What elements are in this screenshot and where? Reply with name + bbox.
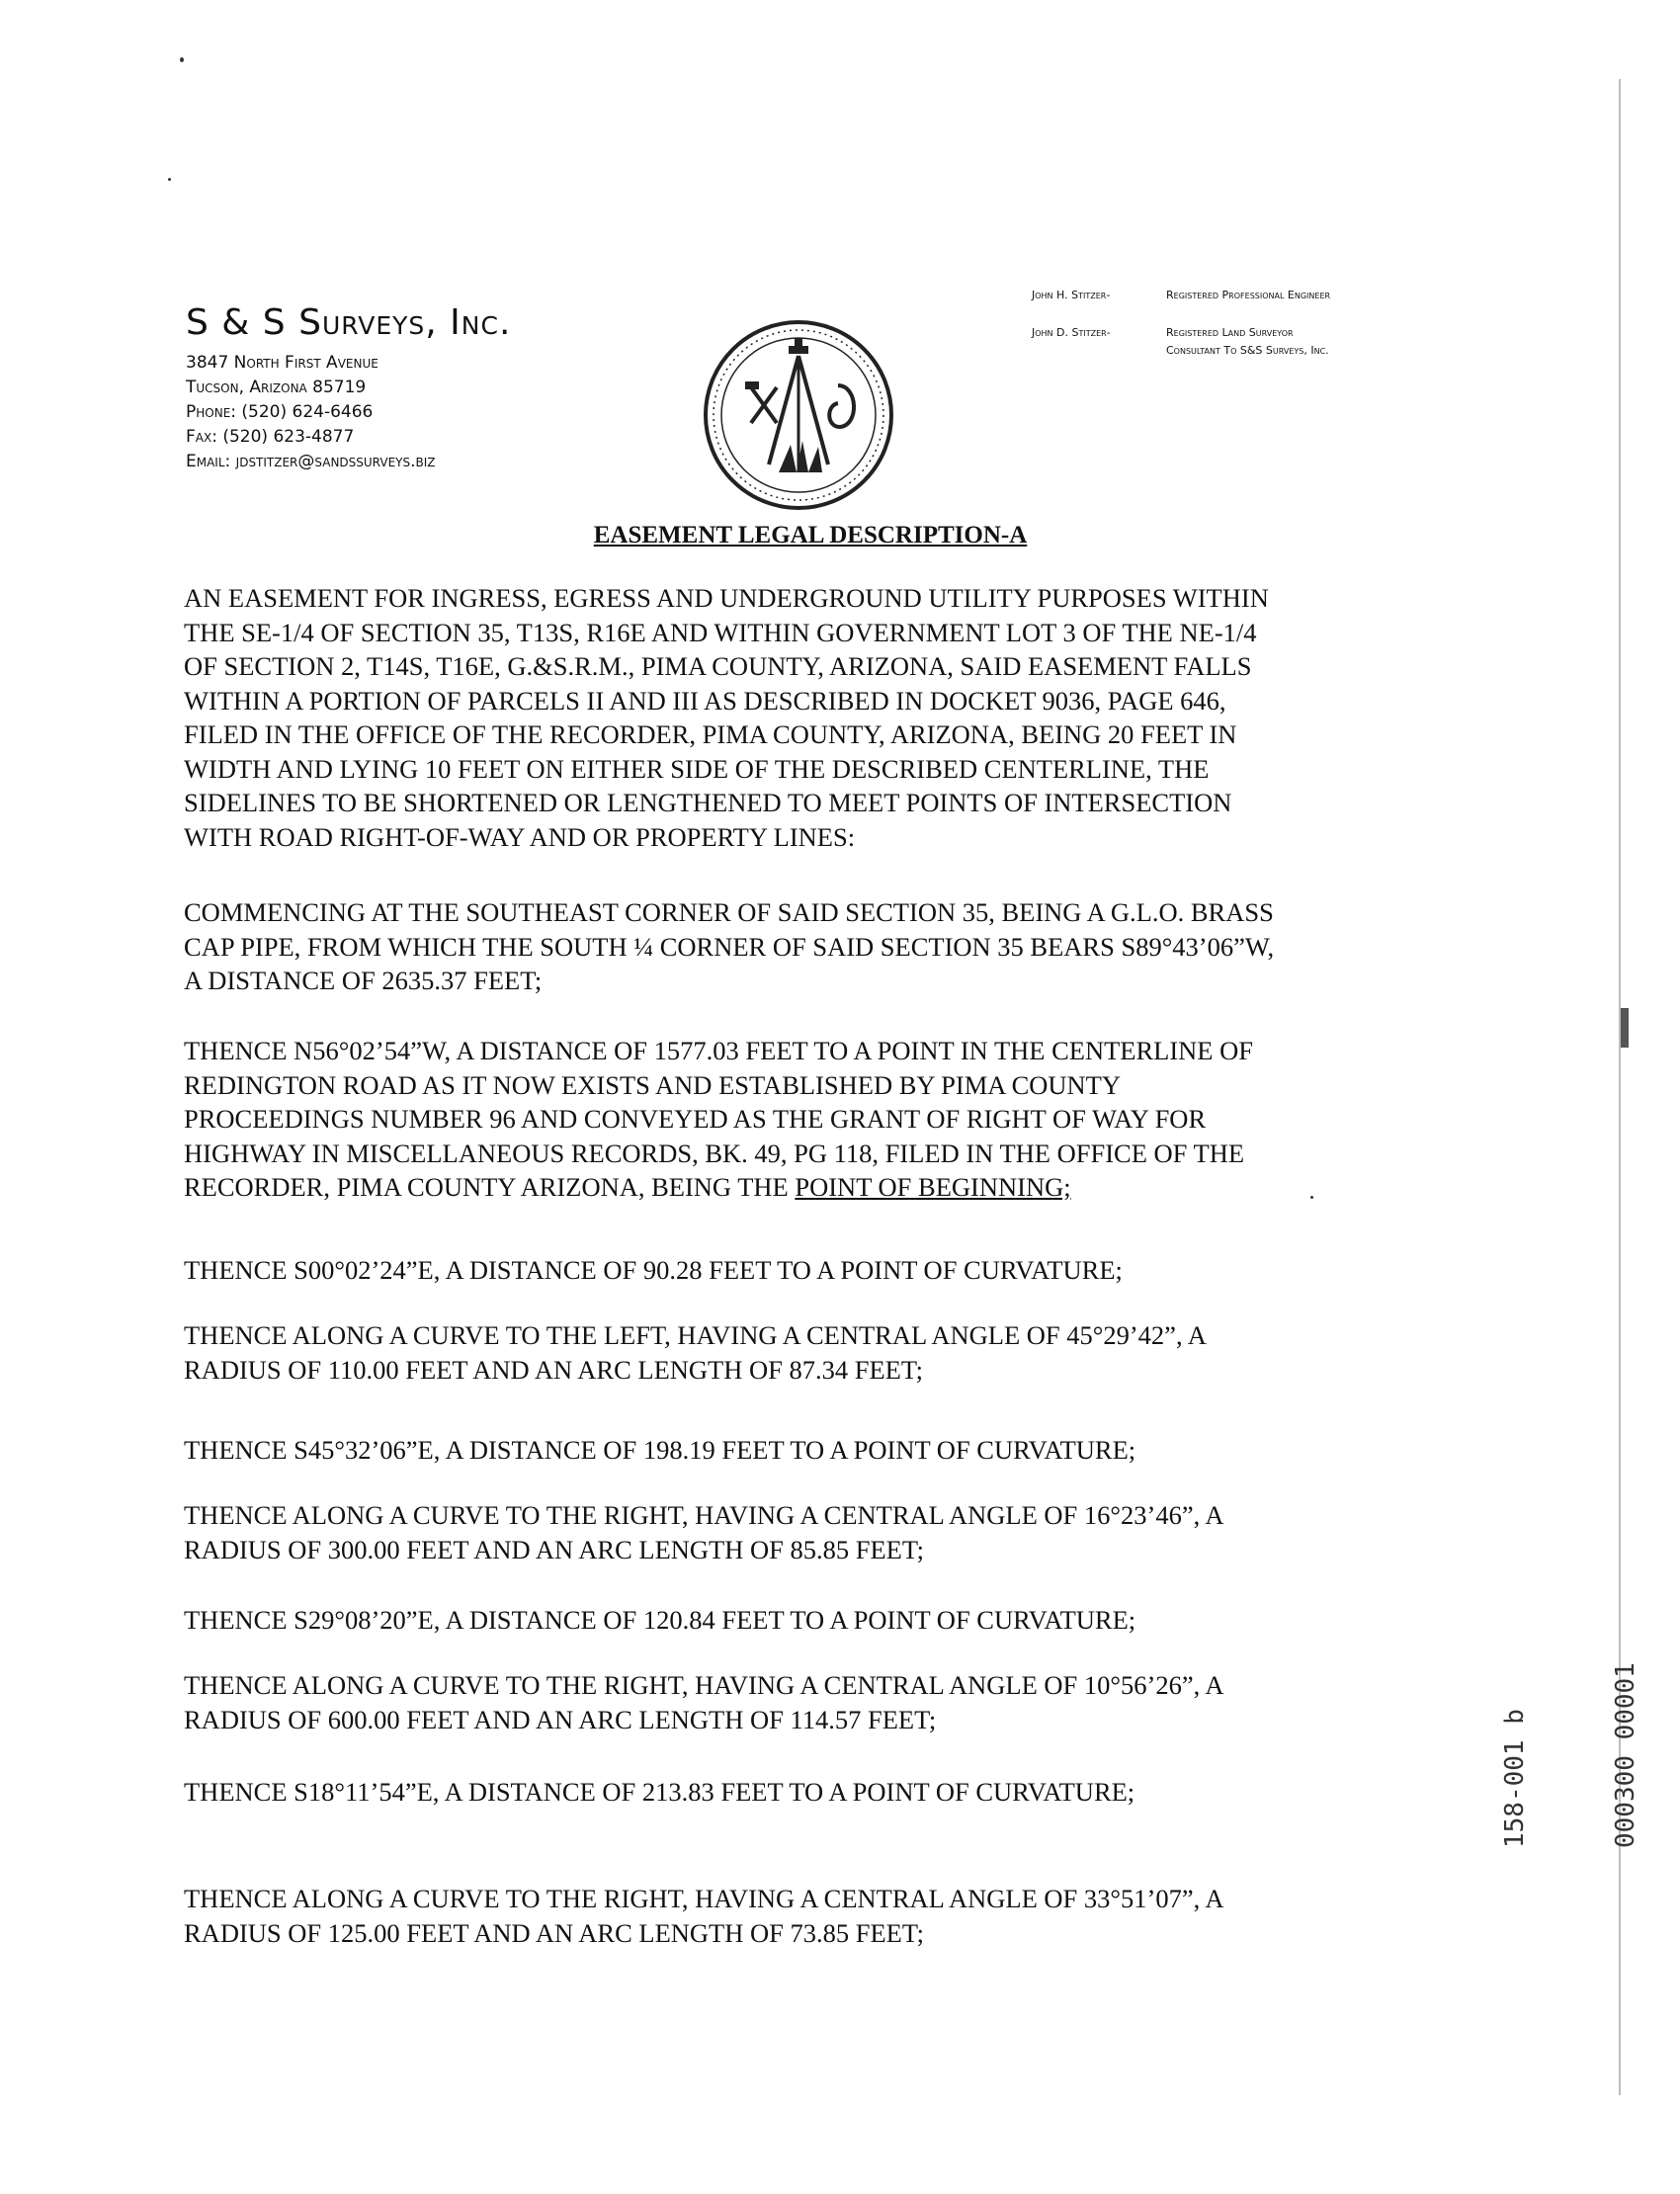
text-line: RADIUS OF 300.00 FEET AND AN ARC LENGTH OF 85.85 FEET; <box>184 1534 924 1564</box>
paragraph-easement-intro <box>184 581 1449 854</box>
company-address-line-1: 3847 North First Avenue <box>186 353 378 373</box>
company-fax: Fax: (520) 623-4877 <box>186 427 355 447</box>
company-letterhead <box>186 302 511 474</box>
paragraph-course-2 <box>184 1433 1449 1468</box>
company-email: Email: jdstitzer@sandssurveys.biz <box>186 452 436 471</box>
company-address-line-2: Tucson, Arizona 85719 <box>186 378 367 397</box>
principal-title-2: Registered Land Surveyor <box>1166 326 1294 339</box>
document-title: EASEMENT LEGAL DESCRIPTION-A <box>593 522 1028 548</box>
paragraph-course-4 <box>184 1775 1449 1810</box>
paragraph-curve-3 <box>184 1668 1449 1736</box>
principal-title-1: Registered Professional Engineer <box>1166 289 1331 301</box>
scan-speck <box>180 57 184 62</box>
text-line: THENCE ALONG A CURVE TO THE RIGHT, HAVING A CENTRAL ANGLE OF 33°51’07”, A <box>184 1884 1224 1913</box>
scan-speck <box>1621 1008 1629 1048</box>
text-line: CAP PIPE, FROM WHICH THE SOUTH ¼ CORNER OF SAID SECTION 35 BEARS S89°43’06”W, <box>184 931 1275 962</box>
text-line <box>184 1170 1449 1205</box>
text-line: PROCEEDINGS NUMBER 96 AND CONVEYED AS THE GRANT OF RIGHT OF WAY FOR <box>184 1104 1207 1134</box>
paragraph-course-3 <box>184 1603 1449 1638</box>
text-line: THENCE N56°02’54”W, A DISTANCE OF 1577.03 FEET TO A POINT IN THE CENTERLINE OF <box>184 1036 1253 1065</box>
paragraph-curve-2 <box>184 1498 1449 1566</box>
scan-speck <box>168 178 171 181</box>
paragraph-curve-1 <box>184 1318 1449 1387</box>
text-line: WITHIN A PORTION OF PARCELS II AND III AS DESCRIBED IN DOCKET 9036, PAGE 646, <box>184 685 1226 716</box>
text-line: COMMENCING AT THE SOUTHEAST CORNER OF SAID SECTION 35, BEING A G.L.O. BRASS <box>184 897 1274 927</box>
paragraph-curve-4 <box>184 1882 1449 1950</box>
text-line: THE SE-1/4 OF SECTION 35, T13S, R16E AND WITHIN GOVERNMENT LOT 3 OF THE NE-1/4 <box>184 617 1257 647</box>
text-line: AN EASEMENT FOR INGRESS, EGRESS AND UNDERGROUND UTILITY PURPOSES WITHIN <box>184 583 1269 613</box>
company-name: S & S Surveys, Inc. <box>186 302 512 343</box>
point-of-beginning-label: POINT OF BEGINNING; <box>795 1172 1071 1202</box>
text-line: WIDTH AND LYING 10 FEET ON EITHER SIDE OF THE DESCRIBED CENTERLINE, THE <box>184 753 1210 784</box>
principal-name-2: John D. Stitzer- <box>1032 326 1111 339</box>
recording-stamp-2: 000300 00001 <box>1611 1662 1640 1848</box>
text-line: THENCE S18°11’54”E, A DISTANCE OF 213.83 FEET TO A POINT OF CURVATURE; <box>184 1777 1135 1807</box>
company-phone: Phone: (520) 624-6466 <box>186 402 374 422</box>
text-line: REDINGTON ROAD AS IT NOW EXISTS AND ESTABLISHED BY PIMA COUNTY <box>184 1069 1121 1100</box>
paragraph-point-of-beginning <box>184 1034 1449 1205</box>
text-line: THENCE S00°02’24”E, A DISTANCE OF 90.28 FEET TO A POINT OF CURVATURE; <box>184 1255 1123 1285</box>
paragraph-course-1 <box>184 1253 1449 1288</box>
surveyor-seal-logo <box>700 316 897 514</box>
text-line: THENCE ALONG A CURVE TO THE LEFT, HAVING A CENTRAL ANGLE OF 45°29’42”, A <box>184 1320 1207 1350</box>
scan-speck <box>1310 1196 1313 1199</box>
text-line: THENCE ALONG A CURVE TO THE RIGHT, HAVING A CENTRAL ANGLE OF 10°56’26”, A <box>184 1670 1224 1700</box>
text-line: FILED IN THE OFFICE OF THE RECORDER, PIMA COUNTY, ARIZONA, BEING 20 FEET IN <box>184 719 1237 749</box>
text-line: OF SECTION 2, T14S, T16E, G.&S.R.M., PIMA COUNTY, ARIZONA, SAID EASEMENT FALLS <box>184 651 1252 681</box>
text-line: RADIUS OF 110.00 FEET AND AN ARC LENGTH OF 87.34 FEET; <box>184 1354 923 1385</box>
text-line: WITH ROAD RIGHT-OF-WAY AND OR PROPERTY LINES: <box>184 821 856 852</box>
text-line: HIGHWAY IN MISCELLANEOUS RECORDS, BK. 49, PG 118, FILED IN THE OFFICE OF THE <box>184 1138 1245 1168</box>
text-line: THENCE S45°32’06”E, A DISTANCE OF 198.19 FEET TO A POINT OF CURVATURE; <box>184 1435 1136 1465</box>
text-line: SIDELINES TO BE SHORTENED OR LENGTHENED TO MEET POINTS OF INTERSECTION <box>184 788 1232 817</box>
text-line: THENCE ALONG A CURVE TO THE RIGHT, HAVING A CENTRAL ANGLE OF 16°23’46”, A <box>184 1500 1224 1530</box>
text-line: A DISTANCE OF 2635.37 FEET; <box>184 966 543 995</box>
text-fragment: RECORDER, PIMA COUNTY ARIZONA, BEING THE <box>184 1172 796 1202</box>
text-line: RADIUS OF 600.00 FEET AND AN ARC LENGTH OF 114.57 FEET; <box>184 1704 937 1734</box>
text-line: RADIUS OF 125.00 FEET AND AN ARC LENGTH OF 73.85 FEET; <box>184 1917 924 1948</box>
paragraph-commencing <box>184 895 1449 998</box>
recording-stamp-1: 158-001 b <box>1500 1709 1530 1848</box>
text-line: THENCE S29°08’20”E, A DISTANCE OF 120.84 FEET TO A POINT OF CURVATURE; <box>184 1605 1136 1635</box>
principal-title-2b: Consultant To S&S Surveys, Inc. <box>1166 344 1329 357</box>
principal-name-1: John H. Stitzer- <box>1032 289 1111 301</box>
